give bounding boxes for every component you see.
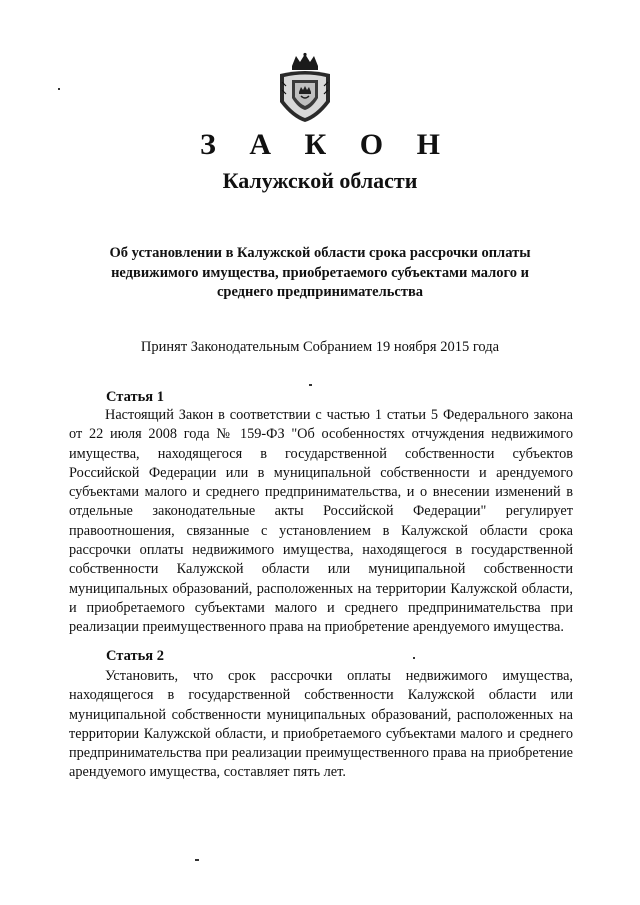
document-title: З А К О Н	[200, 128, 453, 161]
scan-speck	[58, 88, 60, 90]
law-name: Об установлении в Калужской области срока рассрочки оплаты недвижимого имущества, приобретаемого субъектами малого и среднего предпринимательства	[109, 245, 531, 300]
scan-speck	[309, 384, 312, 386]
scan-speck	[413, 657, 415, 659]
article-1-heading: Статья 1	[106, 389, 164, 405]
document-subtitle: Калужской области	[222, 168, 418, 193]
adoption-line: Принят Законодательным Собранием 19 ноября 2015 года	[140, 339, 500, 355]
article-2-heading: Статья 2	[106, 648, 164, 664]
scan-speck	[195, 859, 199, 861]
coat-of-arms-icon	[272, 52, 338, 124]
article-1-text: Настоящий Закон в соответствии с частью 1 статьи 5 Федерального закона от 22 июля 2008 года № 159-ФЗ "Об особенностях отчуждения недвижимого имущества, находящегося в государственной собственности субъектов Российской Федерации или в муниципальной собственности и арендуемого субъектами малого и среднего предпринимательства, и о внесении изменений в отдельные законодательные акты Российской Федерации" регулирует правоотношения, связанные с установлением в Калужской области срока рассрочки оплаты недвижимого имущества, находящегося в государственной собственности Калужской области или муниципальной собственности муниципальных образований, расположенных на территории Калужской области, и приобретаемого субъектами малого и среднего предпринимательства при реализации преимущественного права на приобретение арендуемого имущества.	[69, 407, 573, 636]
article-2-text: Установить, что срок рассрочки оплаты недвижимого имущества, находящегося в государственной собственности Калужской области или муниципальной собственности муниципальных образований, расположенных на территории Калужской области, и приобретаемого субъектами малого и среднего предпринимательства при реализации преимущественного права на приобретение арендуемого имущества, составляет пять лет.	[69, 668, 573, 781]
